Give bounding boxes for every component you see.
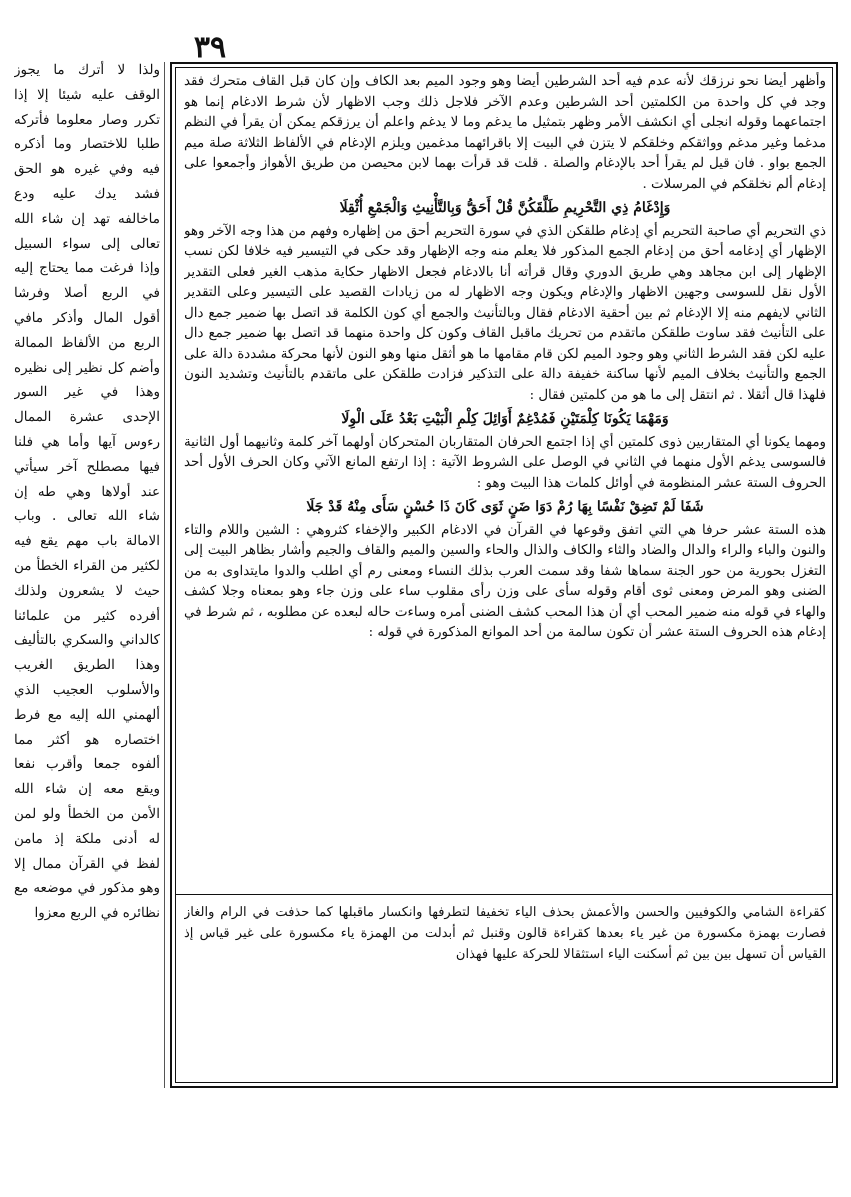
verse-line: وَمَهْمَا يَكُونَا كِلْمَتَيْنِ فَمُدْغِمٌ أَوَائِلَ كِلْمِ الْبَيْتِ بَعْدُ عَلَى الْوِلَا [341, 411, 669, 427]
paragraph: ذي التحريم أي صاحبة التحريم أي إدغام طلقكن الذي في سورة التحريم أحق من إظهاره وفهم من هذا وجه الآخر وهو الإظهار أي إدغامه أحق من إدغام الجمع المذكور فلا يعلم منه وجه الإظهار وقد حكى في التيسير فيه خلافا لكن نسب الإظهار إلى ابن مجاهد وهي طريق الدوري وقال قرأته أنا بالادغام فجعل الاظهار حكاية مذهب الغير فعلى التقدير الأول نقل للسوسى وجهين الاظهار والإدغام ويكون وجه الاظهار له من زيادات القصيد على التيسير وعلى التقدير الثاني لايفهم منه إلا الإدغام ثم بين أحقية الادغام فقال وبالتأنيث والجمع أي كون الكلمة قد اتصل بها ضمير جمع دال على التأنيث فقد ساوت طلقكن ماتقدم من تحريك ماقبل القاف وكون كل واحدة منهما قد اتصل بها ضمير جمع دال عليه لكن فقد الشرط الثاني وهو وجود الميم لكن قام مقامها ما هو أثقل منها وهو النون لأنها محركة مشددة دالة على الجمع والتأنيث بخلاف الميم لأنها ساكنة خفيفة دالة على التذكير فزادت طلقكن على ماتقدم بالتأنيث وتشديد النون فلهذا قال أثقلا . ثم انتقل إلى ما هو من كلمتين فقال : [184, 223, 826, 403]
page-number: ٣٩ [193, 30, 227, 65]
verse-line: شَفَا لَمْ تَضِقْ نَفْسًا بِهَا رُمْ دَوَا ضَنٍ ثَوَى كَانَ ذَا حُسْنٍ سَأَى مِنْهُ قَدْ جَلَا [306, 499, 704, 515]
paragraph: وأظهر أيضا نحو نرزقك لأنه عدم فيه أحد الشرطين أيضا وهو وجود الميم بعد الكاف وإن كان قبل القاف متحرك فقد وجد في كل واحدة من الكلمتين أحد الشرطين وعدم الآخر فلاجل ذلك وجب الاظهار لأن شرط الادغام إنما هو اجتماعهما وقوله انجلى أي انكشف الأمر وظهر بتمثيل ما يدغم وما لا يدغم واعلم أن يرزقكم يمكن أن يقرأ في النظم مدغما وغير مدغم وواثقكم وخلقكم لا يتزن في البيت إلا باقرائهما مدغمين ويلزم الإدغام في الألفاظ الثلاثة صلة ميم الجمع بواو . فان قيل لم يقرأ أحد بالإدغام والصلة . قلت قد قرأت بهما لابن محيصن من طريق الأهواز وأجمعوا على إدغام ألم نخلقكم في المرسلات . [184, 74, 826, 192]
margin-text: ولذا لا أترك ما يجوز الوقف عليه شيئا إلا إذا تكرر وصار معلوما فأتركه طلبا للاختصار وما أذكره فيه وفي غيره هو الحق فشد يدك عليه ودع ماخالفه تهد إن شاء الله تعالى إلى سواء السبيل وإذا فرغت مما يحتاج إليه في الربع أصلا وفرشا أقول المال وأذكر مافي الربع من الألفاظ الممالة وأضم كل نظير إلى نظيره وهذا في غير السور الإحدى عشرة الممال رءوس آيها وأما هي فلنا فيها مصطلح آخر سيأتي عند أولاها وهي طه إن شاء الله تعالى . وباب الامالة باب مهم يقع فيه لكثير من القراء الخطأ من حيث لا يشعرون ولذلك أفرده كثير من علمائنا كالداني والسكري بالتأليف وهذا الطريق الغريب والأسلوب العجيب الذي ألهمني الله إليه مع فرط اختصاره هو أكثر مما ألفوه جمعا وأقرب نفعا ويقع معه إن شاء الله الأمن من الخطأ ولو لمن له أدنى ملكة إذ مامن لفظ في القرآن ممال إلا وهو مذكور في موضعه مع نظائره في الربع معزوا [14, 62, 160, 922]
main-frame [170, 62, 838, 1088]
footnote-divider [175, 894, 833, 895]
main-text [184, 72, 826, 887]
paragraph: هذه الستة عشر حرفا هي التي اتفق وقوعها في القرآن في الادغام الكبير والإخفاء كثروهي : الشين واللام والتاء والنون والباء والراء والدال والضاد والثاء والكاف والذال والحاء والسين والميم والقاف والجيم وأشار بظاهر البيت إلى التغزل بحورية من حور الجنة سماها شفا وقد سمت العرب بذلك النساء ومعنى رم أي اطلب والدوا مايتداوى به من الضنى وهو المرض ومعنى ثوى أقام وقوله سأى على وزن رأى مقلوب ساء على وزن جاء وهو بمعناه وجلا كشف والهاء في قوله منه ضمير المحب أي أن هذا المحب كشف الضنى أمره وساءت حاله لبعده عن مطلوبه ، ثم شرط في إدغام هذه الحروف الستة عشر أن تكون سالمة من أحد الموانع المذكورة في قوله : [184, 522, 826, 640]
margin-commentary [14, 58, 160, 1088]
column-divider [164, 62, 165, 1088]
footnote [184, 902, 826, 1078]
paragraph: ومهما يكونا أي المتقاربين ذوى كلمتين أي إذا اجتمع الحرفان المتقاربان المتحركان أولهما آخر كلمة وثانيهما أول الثانية فالسوسى يدغم الأول منهما في الثاني في الوصل على الشروط الآتية : إذا ارتفع المانع الآتي وكان الحرف الأول أحد الحروف الستة عشر المنظومة في أوائل كلمات هذا البيت وهو : [184, 434, 826, 491]
footnote-text: كقراءة الشامي والكوفيين والحسن والأعمش بحذف الياء تخفيفا لتطرفها وانكسار ماقبلها كما حذفت في الرام والغاز فصارت بهمزة مكسورة من غير ياء بعدها كقراءة قالون وقنبل ثم أبدلت من الهمزة ياء مكسورة على غير قياس إذ القياس أن تسهل بين بين ثم أسكنت الياء استثقالا للحركة عليها فهذان [184, 905, 826, 962]
verse-line: وَإِدْغَامُ ذِي التَّحْرِيمِ طَلَّقَكُنَّ قُلْ أَحَقُّ وَبِالتَّأْنِيثِ وَالْجَمْعِ أُثْقِلَا [339, 200, 671, 216]
